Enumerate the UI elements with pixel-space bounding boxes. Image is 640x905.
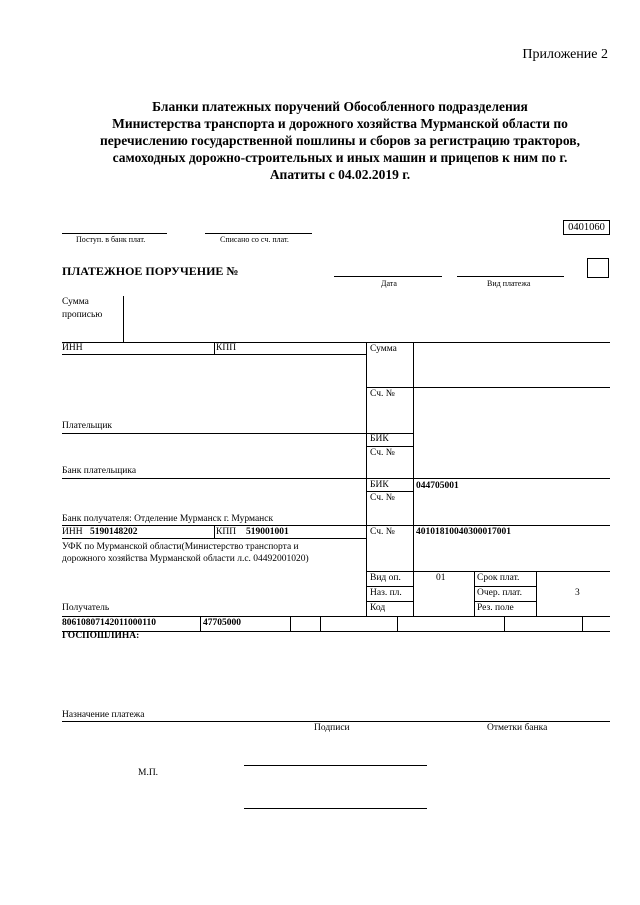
date-label: Дата bbox=[381, 279, 397, 288]
divider bbox=[504, 616, 505, 631]
status-box bbox=[587, 258, 609, 278]
payee-inn-label: ИНН bbox=[62, 527, 83, 537]
title-line: Апатиты с 04.02.2019 г. bbox=[269, 167, 411, 182]
stamp-label: М.П. bbox=[138, 768, 159, 778]
payee-account: 40101810040300017001 bbox=[416, 527, 511, 537]
oktmo-value: 47705000 bbox=[203, 618, 241, 628]
row-line bbox=[62, 616, 610, 617]
payee-name-line: дорожного хозяйства Мурманской области л.с. 04492001020) bbox=[62, 554, 309, 564]
payee-name-line: УФК по Мурманской области(Министерство транспорта и bbox=[62, 542, 299, 552]
amount-words-label: Сумма bbox=[62, 297, 89, 307]
account-label: Сч. № bbox=[370, 527, 395, 537]
received-line bbox=[62, 233, 167, 234]
row-line bbox=[413, 387, 610, 388]
title-line: Министерства транспорта и дорожного хозяйства Мурманской области по bbox=[112, 116, 568, 131]
amount-words-divider bbox=[123, 296, 124, 342]
date-line bbox=[334, 276, 442, 277]
payee-label: Получатель bbox=[62, 603, 110, 613]
sum-label: Сумма bbox=[370, 344, 397, 354]
payee-kpp: 519001001 bbox=[246, 527, 289, 537]
payment-type-label: Вид платежа bbox=[487, 279, 531, 288]
row-line bbox=[62, 433, 413, 434]
op-type-label: Вид оп. bbox=[370, 573, 401, 583]
bik-label: БИК bbox=[370, 480, 389, 490]
column-divider bbox=[474, 571, 475, 617]
amount-words-label-2: прописью bbox=[62, 310, 103, 320]
divider bbox=[290, 616, 291, 631]
column-divider bbox=[536, 571, 537, 617]
account-label: Сч. № bbox=[370, 448, 395, 458]
row-line bbox=[62, 631, 610, 632]
divider bbox=[214, 342, 215, 354]
form-title: ПЛАТЕЖНОЕ ПОРУЧЕНИЕ № bbox=[62, 264, 239, 278]
term-label: Срок плат. bbox=[477, 573, 520, 583]
signature-line bbox=[244, 765, 427, 766]
title-line: Бланки платежных поручений Обособленного подразделения bbox=[152, 99, 528, 114]
code-label: Код bbox=[370, 603, 386, 613]
row-line bbox=[474, 586, 536, 587]
column-divider bbox=[413, 342, 414, 617]
account-label: Сч. № bbox=[370, 389, 395, 399]
signatures-label: Подписи bbox=[314, 723, 350, 733]
row-line bbox=[366, 387, 413, 388]
row-line bbox=[366, 446, 413, 447]
row-line bbox=[62, 354, 366, 355]
title-line: перечислению государственной пошлины и сборов за регистрацию тракторов, bbox=[100, 133, 580, 148]
document-title bbox=[40, 98, 640, 183]
payee-kpp-label: КПП bbox=[216, 527, 237, 537]
kbk-value: 80610807142011000110 bbox=[62, 618, 156, 628]
inn-label: ИНН bbox=[62, 343, 83, 353]
debited-label: Списано со сч. плат. bbox=[220, 235, 289, 244]
bank-marks-label: Отметки банка bbox=[487, 723, 548, 733]
signature-line bbox=[244, 808, 427, 809]
title-line: самоходных дорожно-строительных и иных машин и прицепов к ним по г. bbox=[112, 150, 568, 165]
row-line bbox=[366, 586, 413, 587]
row-line bbox=[366, 601, 413, 602]
payer-bank-label: Банк плательщика bbox=[62, 466, 137, 476]
priority-value: 3 bbox=[575, 588, 580, 598]
appendix-label: Приложение 2 bbox=[522, 47, 608, 62]
purpose-title: Назначение платежа bbox=[62, 710, 145, 720]
kpp-label: КПП bbox=[216, 343, 237, 353]
duty-label: ГОСПОШЛИНА: bbox=[62, 631, 140, 641]
op-type-value: 01 bbox=[436, 573, 446, 583]
row-line bbox=[62, 342, 610, 343]
row-line bbox=[366, 491, 413, 492]
debited-line bbox=[205, 233, 312, 234]
received-label: Поступ. в банк плат. bbox=[76, 235, 146, 244]
divider bbox=[214, 525, 215, 538]
divider bbox=[397, 616, 398, 631]
payee-bik: 044705001 bbox=[416, 481, 459, 491]
divider bbox=[200, 616, 201, 631]
purpose-code-label: Наз. пл. bbox=[370, 588, 402, 598]
column-divider bbox=[366, 342, 367, 617]
row-line bbox=[62, 538, 366, 539]
payment-type-line bbox=[457, 276, 564, 277]
account-label: Сч. № bbox=[370, 493, 395, 503]
divider bbox=[320, 616, 321, 631]
form-code: 0401060 bbox=[563, 220, 610, 235]
row-line bbox=[62, 721, 610, 722]
payee-inn: 5190148202 bbox=[90, 527, 138, 537]
priority-label: Очер. плат. bbox=[477, 588, 522, 598]
row-line bbox=[366, 571, 610, 572]
bik-label: БИК bbox=[370, 434, 389, 444]
payer-label: Плательщик bbox=[62, 421, 113, 431]
row-line bbox=[474, 601, 536, 602]
row-line bbox=[62, 525, 610, 526]
reserve-label: Рез. поле bbox=[477, 603, 514, 613]
divider bbox=[582, 616, 583, 631]
row-line bbox=[62, 478, 610, 479]
payee-bank-label: Банк получателя: Отделение Мурманск г. Мурманск bbox=[62, 514, 274, 524]
